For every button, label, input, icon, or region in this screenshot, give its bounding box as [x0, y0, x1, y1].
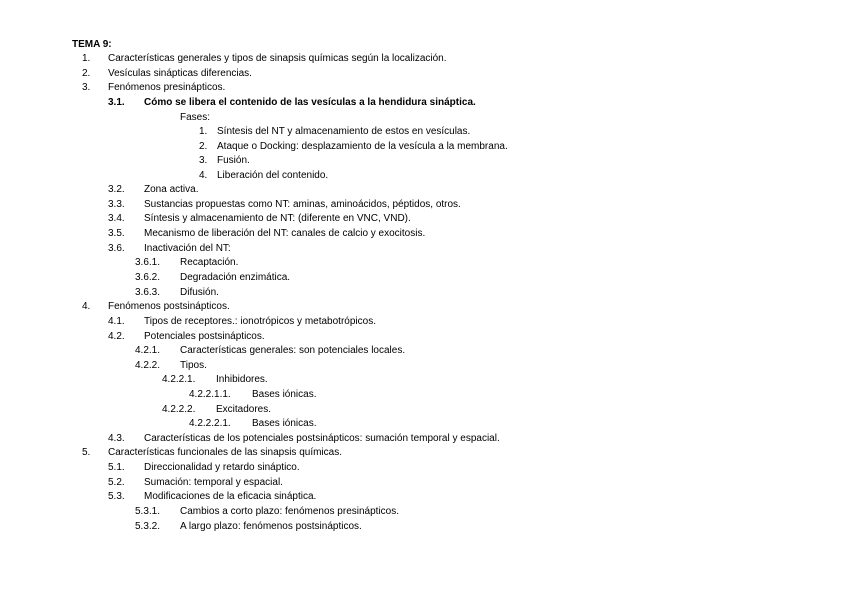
item-text: Características de los potenciales postsinápticos: sumación temporal y espacial. — [144, 433, 500, 444]
item-text: Tipos. — [180, 360, 207, 371]
item-number: 3.6.3. — [135, 287, 161, 298]
item-number: 3.4. — [108, 213, 125, 224]
item-text: Difusión. — [180, 287, 219, 298]
item-number: 4.2.2.2.1. — [189, 418, 231, 429]
item-number: 3.2. — [108, 184, 125, 195]
item-number: 5.3. — [108, 491, 125, 502]
item-number: 5.2. — [108, 477, 125, 488]
item-number: 3.6. — [108, 243, 125, 254]
item-text: Zona activa. — [144, 184, 199, 195]
item-number: 2. — [199, 141, 208, 152]
item-text: Cambios a corto plazo: fenómenos presinápticos. — [180, 506, 400, 517]
item-text: Potenciales postsinápticos. — [144, 331, 265, 342]
item-number: 4.3. — [108, 433, 125, 444]
item-number: 1. — [82, 53, 91, 64]
item-number: 5.3.2. — [135, 521, 161, 532]
item-text: Liberación del contenido. — [217, 170, 329, 181]
item-number: 4.1. — [108, 316, 125, 327]
item-number: 5.3.1. — [135, 506, 161, 517]
item-text: Características funcionales de las sinapsis químicas. — [108, 447, 342, 458]
item-number: 4.2. — [108, 331, 125, 342]
item-number: 5.1. — [108, 462, 125, 473]
item-text: Cómo se libera el contenido de las vesículas a la hendidura sináptica. — [144, 97, 476, 108]
item-text: Síntesis y almacenamiento de NT: (diferente en VNC, VND). — [144, 213, 411, 224]
item-text: Fenómenos postsinápticos. — [108, 301, 230, 312]
item-number: 4.2.2.1. — [162, 374, 196, 385]
item-text: Excitadores. — [216, 404, 272, 415]
item-text: Características generales: son potenciales locales. — [180, 345, 406, 356]
item-text: Bases iónicas. — [252, 389, 317, 400]
item-number: 3. — [199, 155, 208, 166]
item-text: Inhibidores. — [216, 374, 268, 385]
item-text: Características generales y tipos de sinapsis químicas según la localización. — [108, 53, 447, 64]
item-text: Ataque o Docking: desplazamiento de la vesícula a la membrana. — [217, 141, 508, 152]
item-number: 3.1. — [108, 97, 125, 108]
item-number: 4. — [82, 301, 91, 312]
item-text: Mecanismo de liberación del NT: canales de calcio y exocitosis. — [144, 228, 426, 239]
item-text: Direccionalidad y retardo sináptico. — [144, 462, 300, 473]
item-text: Recaptación. — [180, 257, 239, 268]
item-number: 3.6.2. — [135, 272, 161, 283]
item-number: 3.3. — [108, 199, 125, 210]
item-text: Sustancias propuestas como NT: aminas, aminoácidos, péptidos, otros. — [144, 199, 461, 210]
item-text: Fenómenos presinápticos. — [108, 82, 226, 93]
document-title: TEMA 9: — [72, 39, 112, 50]
item-text: Bases iónicas. — [252, 418, 317, 429]
item-text: Fusión. — [217, 155, 250, 166]
item-text: Vesículas sinápticas diferencias. — [108, 68, 252, 79]
item-number: 2. — [82, 68, 91, 79]
item-number: 4.2.2. — [135, 360, 161, 371]
item-text: Síntesis del NT y almacenamiento de estos en vesículas. — [217, 126, 471, 137]
item-text: Modificaciones de la eficacia sináptica. — [144, 491, 317, 502]
item-text: Fases: — [180, 112, 211, 123]
item-number: 3.5. — [108, 228, 125, 239]
item-number: 1. — [199, 126, 208, 137]
item-number: 3. — [82, 82, 91, 93]
item-number: 4.2.2.1.1. — [189, 389, 231, 400]
item-number: 4.2.2.2. — [162, 404, 196, 415]
item-number: 3.6.1. — [135, 257, 161, 268]
item-text: Inactivación del NT: — [144, 243, 231, 254]
item-number: 5. — [82, 447, 91, 458]
item-text: Tipos de receptores.: ionotrópicos y metabotrópicos. — [144, 316, 376, 327]
item-text: A largo plazo: fenómenos postsinápticos. — [180, 521, 362, 532]
item-number: 4.2.1. — [135, 345, 161, 356]
item-text: Degradación enzimática. — [180, 272, 291, 283]
item-number: 4. — [199, 170, 208, 181]
item-text: Sumación: temporal y espacial. — [144, 477, 283, 488]
